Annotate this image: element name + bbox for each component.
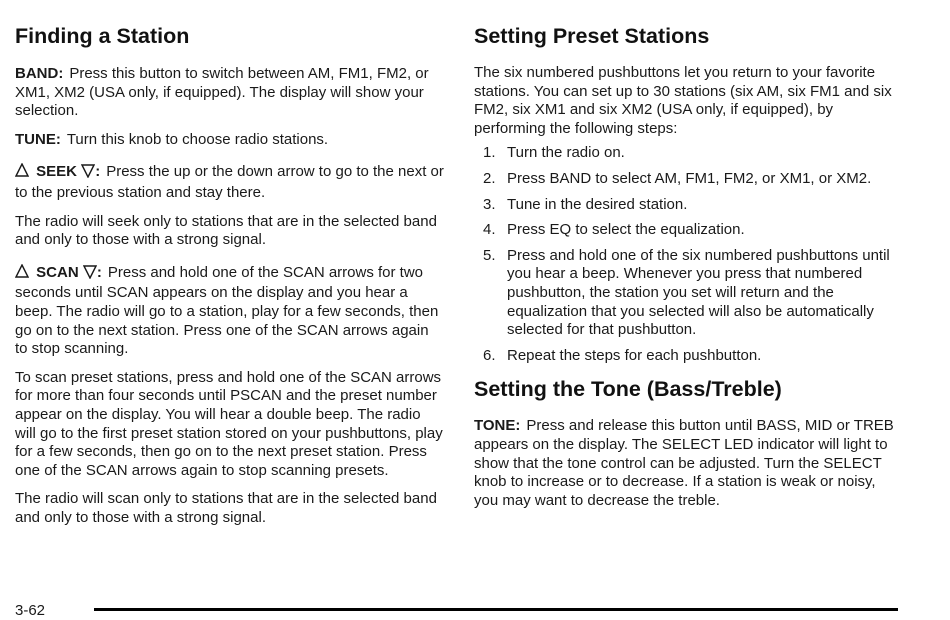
seek-colon: :: [95, 163, 101, 181]
seek-term: SEEK: [36, 163, 78, 181]
band-text: Press this button to switch between AM, FM1, FM2, or XM1, XM2 (USA only, if equipped). The display will show your selection.: [15, 65, 429, 120]
list-item: 6. Repeat the steps for each pushbutton.: [483, 346, 762, 364]
list-item: 5. Press and hold one of the six numbered pushbuttons until you hear a beep. Whenever you press that numbered pushbutton, the station you set will return and the equalization that you selected will also be automatically selected for that pushbutton.: [483, 246, 890, 339]
left-column: [15, 22, 445, 537]
down-arrow-outline-icon: [83, 264, 97, 285]
up-arrow-outline-icon: [15, 163, 29, 184]
seek-paragraph: [15, 163, 445, 202]
scan-text: Press and hold one of the SCAN arrows for two seconds until SCAN appears on the display and you hear a beep. The radio will go to a station, play for a few seconds, then go on to the next station. Press one of the SCAN arrows again to stop scanning.: [15, 263, 439, 358]
list-item: 3. Tune in the desired station.: [483, 195, 688, 213]
tune-paragraph: [15, 131, 445, 150]
finding-station-heading: Finding a Station: [15, 24, 190, 48]
scan-paragraph: [15, 264, 445, 359]
band-term: BAND:: [15, 65, 64, 82]
tone-paragraph: [474, 417, 902, 510]
scan-note-paragraph: The radio will scan only to stations that are in the selected band and only to those with a strong signal.: [15, 490, 437, 526]
band-paragraph: [15, 65, 445, 121]
up-arrow-outline-icon: [15, 264, 29, 285]
footer-rule: [94, 608, 898, 611]
list-item: 1. Turn the radio on.: [483, 144, 625, 162]
tune-term: TUNE:: [15, 130, 61, 148]
preset-steps-list: [474, 144, 902, 365]
seek-text: Press the up or the down arrow to go to the next or to the previous station and stay there.: [15, 163, 444, 201]
seek-note-paragraph: The radio will seek only to stations that are in the selected band and only to those with a strong signal.: [15, 212, 437, 249]
preset-intro-paragraph: The six numbered pushbuttons let you return to your favorite stations. You can set up to 30 stations (six AM, six FM1 and six FM2, six XM1 and six XM2 (USA only, if equipped), by performing the following steps:: [474, 64, 892, 137]
scan-term: SCAN: [36, 263, 79, 281]
scan-colon: :: [96, 263, 102, 281]
list-item: 4. Press EQ to select the equalization.: [483, 221, 745, 239]
tone-text: Press and release this button until BASS, MID or TREB appears on the display. The SELECT LED indicator will light to show that the tone control can be adjusted. Turn the SELECT knob to increase or to decrease. If a station is weak or noisy, you may want to decrease the treble.: [474, 417, 894, 509]
page-number: 3-62: [15, 602, 46, 619]
down-arrow-outline-icon: [81, 163, 95, 184]
list-item: 2. Press BAND to select AM, FM1, FM2, or XM1, or XM2.: [483, 169, 872, 187]
preset-stations-heading: Setting Preset Stations: [474, 24, 710, 48]
tone-heading: Setting the Tone (Bass/Treble): [474, 377, 782, 402]
right-column: [474, 22, 902, 520]
tune-text: Turn this knob to choose radio stations.: [66, 130, 329, 148]
pscan-paragraph: To scan preset stations, press and hold one of the SCAN arrows for more than four seconds until PSCAN and the preset number appear on the display. You will hear a double beep. The radio will go to the first preset station stored on your pushbuttons, play for a few seconds, then go on to the next preset station. Press one of the SCAN arrows again to stop scanning presets.: [15, 368, 443, 479]
tone-term: TONE:: [474, 417, 521, 435]
